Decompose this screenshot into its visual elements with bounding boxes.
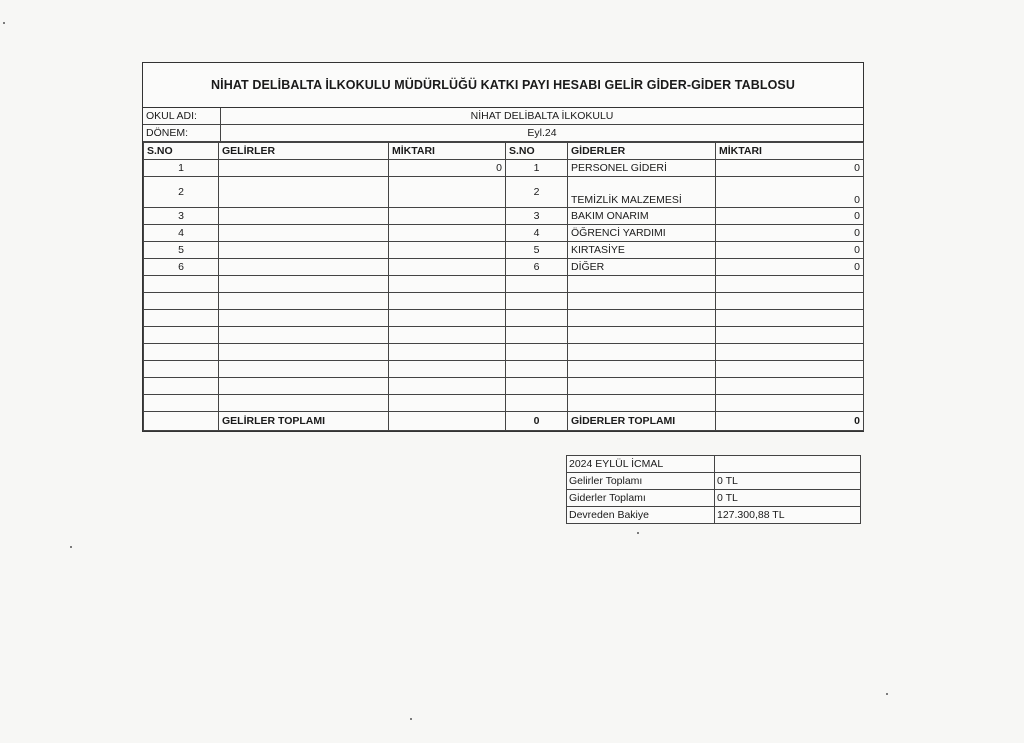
income-amount	[389, 208, 506, 225]
expense-name: KIRTASİYE	[568, 242, 716, 259]
expense-no: 3	[506, 208, 568, 225]
expense-total-value: 0	[716, 412, 864, 431]
summary-title: 2024 EYLÜL İCMAL	[567, 456, 715, 473]
income-no: 4	[144, 225, 219, 242]
expense-amount: 0	[716, 177, 864, 208]
empty-row	[144, 378, 864, 395]
empty-row	[144, 310, 864, 327]
income-name	[219, 208, 389, 225]
summary-label: Devreden Bakiye	[567, 507, 715, 524]
empty-row	[144, 361, 864, 378]
header-miktari: MİKTARI	[389, 143, 506, 160]
empty-row	[144, 327, 864, 344]
summary-title-row	[567, 456, 861, 473]
expense-total-label: GİDERLER TOPLAMI	[568, 412, 716, 431]
expense-name: ÖĞRENCİ YARDIMI	[568, 225, 716, 242]
table-row	[144, 208, 864, 225]
scan-speck	[886, 693, 888, 695]
expense-amount: 0	[716, 160, 864, 177]
income-name	[219, 242, 389, 259]
income-no: 5	[144, 242, 219, 259]
summary-table	[566, 455, 861, 524]
header-miktari-2: MİKTARI	[716, 143, 864, 160]
header-giderler: GİDERLER	[568, 143, 716, 160]
expense-amount: 0	[716, 225, 864, 242]
income-amount	[389, 242, 506, 259]
income-total-label: GELİRLER TOPLAMI	[219, 412, 389, 431]
scan-speck	[410, 718, 412, 720]
sheet-title: NİHAT DELİBALTA İLKOKULU MÜDÜRLÜĞÜ KATKI PAYI HESABI GELİR GİDER-GİDER TABLOSU	[143, 63, 863, 108]
income-expense-sheet	[142, 62, 864, 432]
table-row	[144, 177, 864, 208]
empty-row	[144, 293, 864, 310]
scan-speck	[3, 22, 5, 24]
income-name	[219, 225, 389, 242]
school-name-label: OKUL ADI:	[143, 108, 221, 124]
income-no: 2	[144, 177, 219, 208]
expense-no: 5	[506, 242, 568, 259]
scan-speck	[70, 546, 72, 548]
summary-label: Gelirler Toplamı	[567, 473, 715, 490]
income-name	[219, 177, 389, 208]
summary-label: Giderler Toplamı	[567, 490, 715, 507]
expense-name: BAKIM ONARIM	[568, 208, 716, 225]
totals-row	[144, 412, 864, 431]
summary-row	[567, 490, 861, 507]
table-row	[144, 160, 864, 177]
header-sno-2: S.NO	[506, 143, 568, 160]
school-name-row	[143, 108, 863, 125]
summary-value: 127.300,88 TL	[715, 507, 861, 524]
income-amount	[389, 259, 506, 276]
income-total-value: 0	[506, 412, 568, 431]
empty-row	[144, 276, 864, 293]
header-sno: S.NO	[144, 143, 219, 160]
income-amount: 0	[389, 160, 506, 177]
table-header-row	[144, 143, 864, 160]
expense-no: 1	[506, 160, 568, 177]
expense-name: DİĞER	[568, 259, 716, 276]
expense-no: 6	[506, 259, 568, 276]
summary-row	[567, 473, 861, 490]
income-name	[219, 160, 389, 177]
table-row	[144, 225, 864, 242]
empty-row	[144, 395, 864, 412]
income-expense-table	[143, 142, 864, 431]
summary-value: 0 TL	[715, 490, 861, 507]
expense-no: 2	[506, 177, 568, 208]
expense-amount: 0	[716, 208, 864, 225]
expense-amount: 0	[716, 259, 864, 276]
expense-no: 4	[506, 225, 568, 242]
scan-speck	[637, 532, 639, 534]
expense-name: TEMİZLİK MALZEMESİ	[568, 177, 716, 208]
table-row	[144, 242, 864, 259]
empty-row	[144, 344, 864, 361]
income-no: 1	[144, 160, 219, 177]
period-label: DÖNEM:	[143, 125, 221, 141]
table-row	[144, 259, 864, 276]
school-name-value: NİHAT DELİBALTA İLKOKULU	[470, 110, 614, 122]
income-name	[219, 259, 389, 276]
summary-value: 0 TL	[715, 473, 861, 490]
period-value: Eyl.24	[527, 127, 557, 139]
expense-name: PERSONEL GİDERİ	[568, 160, 716, 177]
summary-row	[567, 507, 861, 524]
income-amount	[389, 177, 506, 208]
income-no: 3	[144, 208, 219, 225]
expense-amount: 0	[716, 242, 864, 259]
header-gelirler: GELİRLER	[219, 143, 389, 160]
income-amount	[389, 225, 506, 242]
income-no: 6	[144, 259, 219, 276]
period-row	[143, 125, 863, 142]
